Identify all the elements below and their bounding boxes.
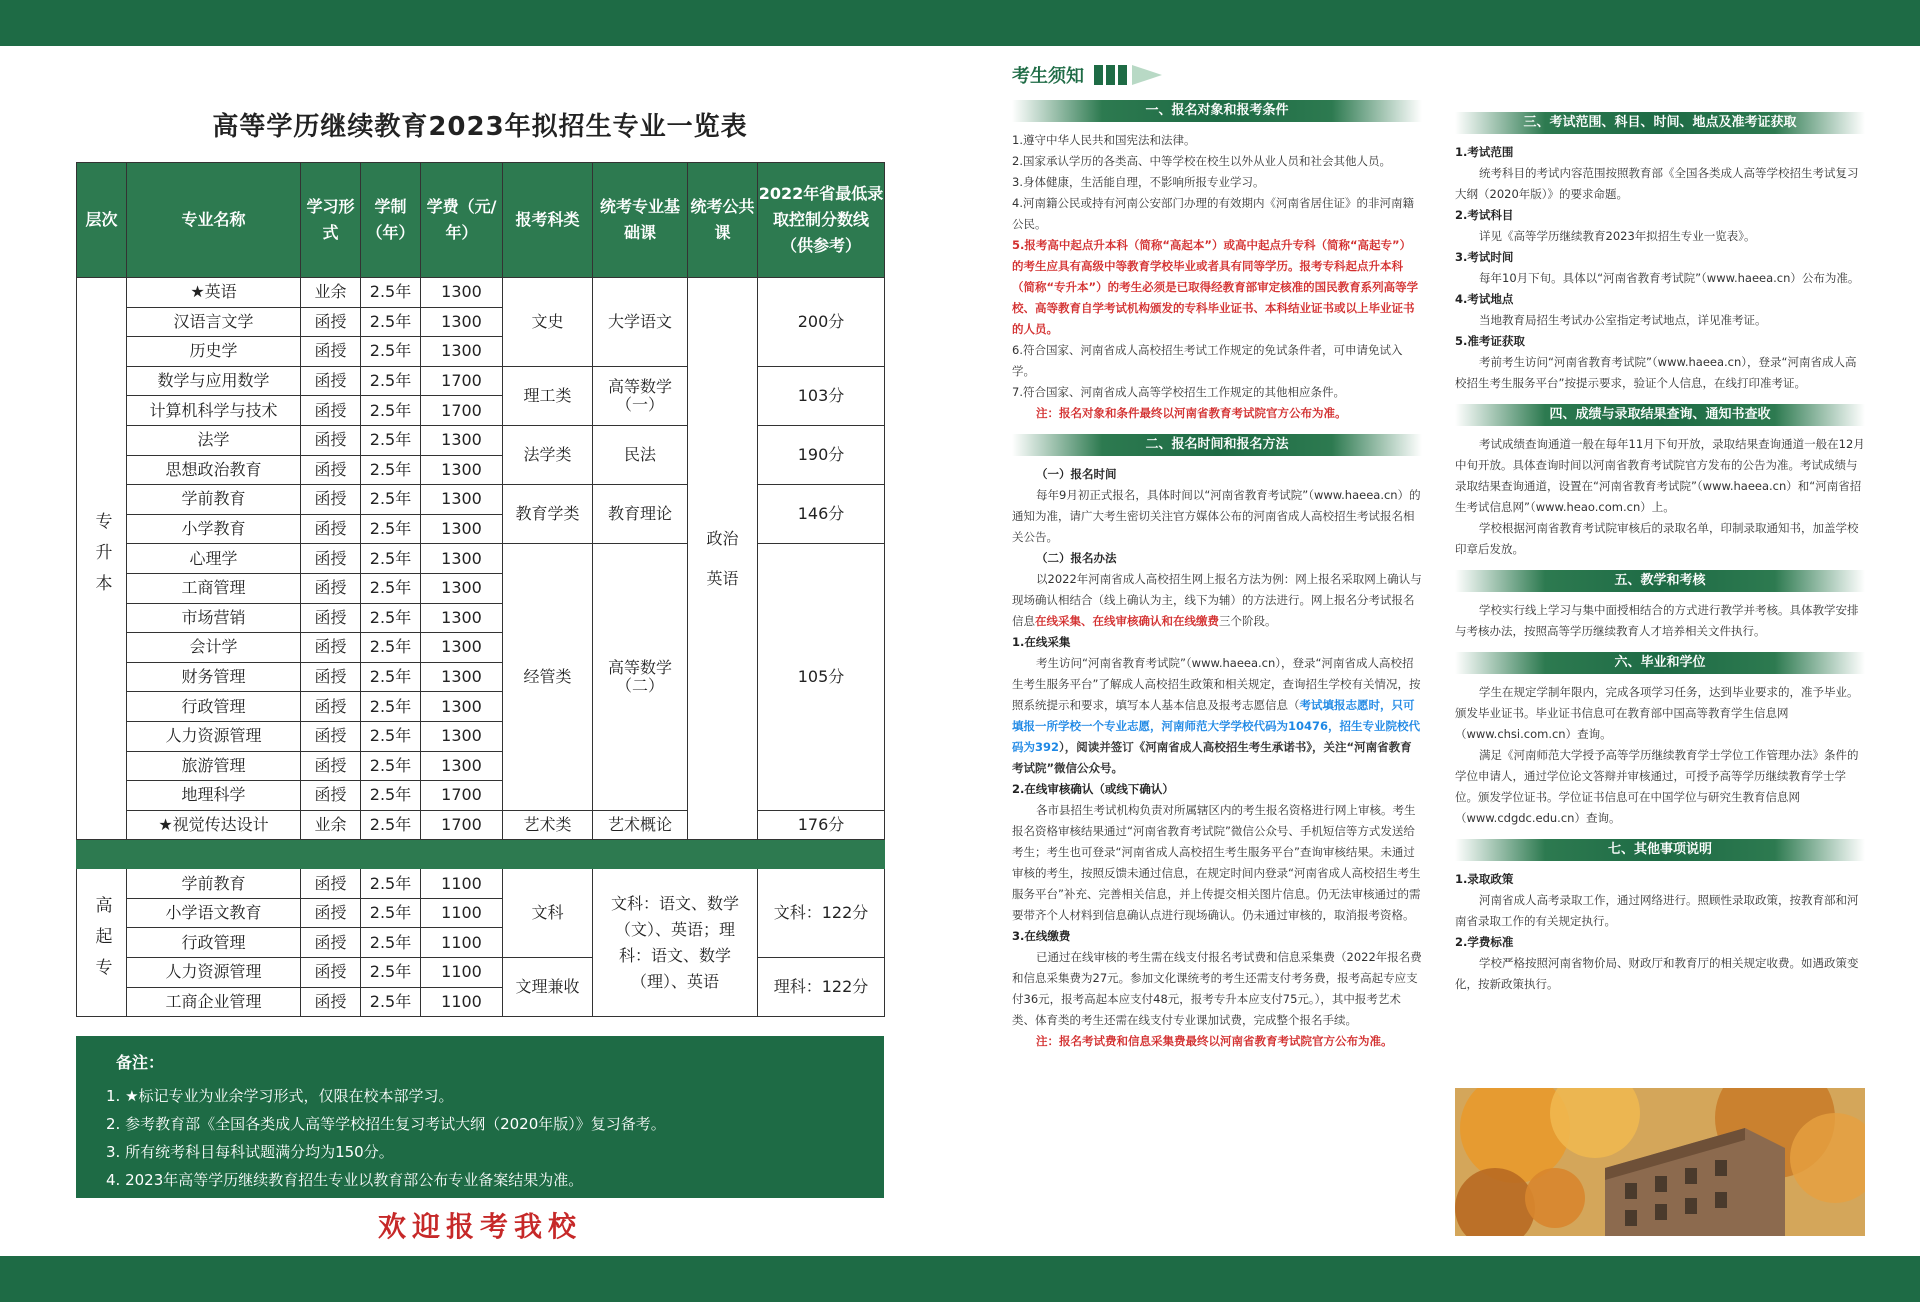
table-row xyxy=(77,485,885,515)
subheading: 1.考试范围 xyxy=(1455,145,1514,159)
major-cell: 思想政治教育 xyxy=(127,455,301,485)
fee-cell: 1300 xyxy=(421,573,503,603)
fee-cell: 1300 xyxy=(421,307,503,337)
fee-cell: 1300 xyxy=(421,337,503,367)
section-title: 二、报名时间和报名方法 xyxy=(1012,434,1422,456)
category-cell: 文科 xyxy=(503,869,593,958)
fee-cell: 1700 xyxy=(421,810,503,840)
score-cell: 理科：122分 xyxy=(758,958,885,1017)
table-row xyxy=(77,544,885,574)
mode-cell: 函授 xyxy=(301,692,361,722)
subheading: 2.在线审核确认（或线下确认） xyxy=(1012,782,1174,796)
years-cell: 2.5年 xyxy=(361,485,421,515)
fee-cell: 1100 xyxy=(421,958,503,988)
top-banner xyxy=(0,0,1920,46)
paragraph: 4.河南籍公民或持有河南公安部门办理的有效期内《河南省居住证》的非河南籍公民。 xyxy=(1012,196,1414,231)
fee-cell: 1300 xyxy=(421,692,503,722)
mode-cell: 函授 xyxy=(301,573,361,603)
mode-cell: 函授 xyxy=(301,425,361,455)
fee-cell: 1300 xyxy=(421,751,503,781)
mode-cell: 函授 xyxy=(301,958,361,988)
fee-cell: 1700 xyxy=(421,366,503,396)
mode-cell: 函授 xyxy=(301,455,361,485)
level-zsb: 专升本 xyxy=(91,512,112,606)
years-cell: 2.5年 xyxy=(361,337,421,367)
mode-cell: 函授 xyxy=(301,751,361,781)
major-cell: 工商管理 xyxy=(127,573,301,603)
mode-cell: 函授 xyxy=(301,337,361,367)
table-row xyxy=(77,425,885,455)
section-title: 三、考试范围、科目、时间、地点及准考证获取 xyxy=(1455,112,1865,134)
major-cell: 人力资源管理 xyxy=(127,958,301,988)
fee-cell: 1700 xyxy=(421,781,503,811)
paragraph: 1.遵守中华人民共和国宪法和法律。 xyxy=(1012,133,1196,147)
major-cell: ★视觉传达设计 xyxy=(127,810,301,840)
major-cell: 汉语言文学 xyxy=(127,307,301,337)
category-cell: 文史 xyxy=(503,278,593,367)
years-cell: 2.5年 xyxy=(361,721,421,751)
text-highlight: 考试填报志愿时，只可填报一所学校一个专业志愿，河南师范大学学校代码为10476，招生专业院校代码为392 xyxy=(1012,698,1421,754)
mode-cell: 函授 xyxy=(301,869,361,899)
years-cell: 2.5年 xyxy=(361,307,421,337)
subheading: 4.考试地点 xyxy=(1455,292,1514,306)
years-cell: 2.5年 xyxy=(361,928,421,958)
base-course-cell: 民法 xyxy=(593,425,688,484)
text-span: ），阅读并签订《河南省成人高校招生考生承诺书》，关注“河南省教育考试院”微信公众号。 xyxy=(1012,740,1412,775)
score-cell: 176分 xyxy=(758,810,885,840)
years-cell: 2.5年 xyxy=(361,455,421,485)
years-cell: 2.5年 xyxy=(361,662,421,692)
score-cell: 146分 xyxy=(758,485,885,544)
fee-cell: 1300 xyxy=(421,662,503,692)
score-cell: 190分 xyxy=(758,425,885,484)
major-cell: 小学语文教育 xyxy=(127,898,301,928)
fee-cell: 1300 xyxy=(421,485,503,515)
fee-cell: 1100 xyxy=(421,987,503,1017)
major-cell: 数学与应用数学 xyxy=(127,366,301,396)
years-cell: 2.5年 xyxy=(361,987,421,1017)
level-gqz: 高起专 xyxy=(91,896,112,990)
major-cell: 历史学 xyxy=(127,337,301,367)
years-cell: 2.5年 xyxy=(361,396,421,426)
mode-cell: 函授 xyxy=(301,662,361,692)
category-cell: 法学类 xyxy=(503,425,593,484)
years-cell: 2.5年 xyxy=(361,633,421,663)
table-row xyxy=(77,869,885,899)
note-item: 2. 参考教育部《全国各类成人高等学校招生复习考试大纲（2020年版）》复习备考。 xyxy=(106,1115,666,1133)
paragraph: 各市县招生考试机构负责对所属辖区内的考生报名资格进行网上审核。考生报名资格审核结果通过“河南省教育考试院”微信公众号、手机短信等方式发送给考生；考生也可登录“河南省成人高校招生考生服务平台”查询审核结果。未通过审核的考生，按照反馈未通过信息，在规定时间内登录“河南省成人高校招生考生服务平台”补充、完善相关信息，并上传提交相关图片信息。仍无法审核通过的需要带齐个人材料到信息确认点进行现场确认。仍未通过审核的，取消报考资格。 xyxy=(1012,803,1421,922)
major-cell: 工商企业管理 xyxy=(127,987,301,1017)
level-cell-zsb xyxy=(77,278,127,840)
paragraph: 考前考生访问“河南省教育考试院”（www.haeea.cn），登录“河南省成人高校招生考生服务平台”按提示要求，验证个人信息，在线打印准考证。 xyxy=(1455,355,1857,390)
note-item: 1. ★标记专业为业余学习形式，仅限在校本部学习。 xyxy=(106,1087,454,1105)
section-title: 六、毕业和学位 xyxy=(1455,652,1865,674)
paragraph: 满足《河南师范大学授予高等学历继续教育学士学位工作管理办法》条件的学位申请人，通过学位论文答辩并审核通过，可授予高等学历继续教育学士学位。颁发学位证书。学位证书信息可在中国学位与研究生教育信息网（www.cdgdc.edu.cn）查询。 xyxy=(1455,748,1859,825)
paragraph xyxy=(1012,653,1422,779)
major-cell: 会计学 xyxy=(127,633,301,663)
heading-block-icon xyxy=(1118,65,1127,85)
welcome-slogan: 欢迎报考我校 xyxy=(377,1210,582,1243)
category-cell: 教育学类 xyxy=(503,485,593,544)
fee-cell: 1300 xyxy=(421,278,503,308)
mode-cell: 函授 xyxy=(301,544,361,574)
major-cell: 人力资源管理 xyxy=(127,721,301,751)
header-fee: 学费（元/年） xyxy=(421,163,503,278)
subheading: 3.在线缴费 xyxy=(1012,929,1071,943)
mode-cell: 业余 xyxy=(301,810,361,840)
subheading: （二）报名办法 xyxy=(1036,551,1117,565)
paragraph: 河南省成人高考录取工作，通过网络进行。照顾性录取政策，按教育部和河南省录取工作的有关规定执行。 xyxy=(1455,893,1859,928)
header-score: 2022年省最低录取控制分数线（供参考） xyxy=(758,163,885,278)
fee-cell: 1700 xyxy=(421,396,503,426)
years-cell: 2.5年 xyxy=(361,514,421,544)
paragraph: 2.国家承认学历的各类高、中等学校在校生以外从业人员和社会其他人员。 xyxy=(1012,154,1391,168)
paragraph: 学校实行线上学习与集中面授相结合的方式进行教学并考核。具体教学安排与考核办法，按照高等学历继续教育人才培养相关文件执行。 xyxy=(1455,603,1859,638)
years-cell: 2.5年 xyxy=(361,810,421,840)
paragraph: 每年9月初正式报名，具体时间以“河南省教育考试院”（www.haeea.cn）的通知为准，请广大考生密切关注官方媒体公布的河南省成人高校招生考试报名相关公告。 xyxy=(1012,488,1421,544)
paragraph: 学校根据河南省教育考试院审核后的录取名单，印制录取通知书，加盖学校印章后发放。 xyxy=(1455,521,1859,556)
base-course-cell: 高等数学（一） xyxy=(593,366,688,425)
years-cell: 2.5年 xyxy=(361,425,421,455)
major-cell: 心理学 xyxy=(127,544,301,574)
mode-cell: 业余 xyxy=(301,278,361,308)
notice-column-left xyxy=(1012,100,1422,1052)
section-title: 一、报名对象和报考条件 xyxy=(1012,100,1422,122)
subheading: 2.学费标准 xyxy=(1455,935,1514,949)
heading-arrow-icon xyxy=(1132,65,1162,85)
paragraph: 学生在规定学制年限内，完成各项学习任务，达到毕业要求的，准予毕业。颁发毕业证书。毕业证书信息可在教育部中国高等教育学生信息网（www.chsi.com.cn）查询。 xyxy=(1455,685,1859,741)
note-item: 4. 2023年高等学历继续教育招生专业以教育部公布专业备案结果为准。 xyxy=(106,1171,584,1189)
majors-table-container xyxy=(76,162,884,1017)
public-course-1: 政治 xyxy=(706,528,739,548)
heading-block-icon xyxy=(1094,65,1103,85)
paragraph xyxy=(1012,569,1422,632)
public-course-2: 英语 xyxy=(706,568,739,588)
level-cell-gqz xyxy=(77,869,127,1017)
paragraph: 已通过在线审核的考生需在线支付报名考试费和信息采集费（2022年报名费和信息采集费为27元。参加文化课统考的考生还需支付考务费，报考高起专应支付36元，报考高起本应支付48元，报考专升本应支付75元。），其中报考艺术类、体育类的考生还需在线支付专业课加试费，完成整个报名手续。 xyxy=(1012,950,1422,1027)
fee-cell: 1300 xyxy=(421,603,503,633)
years-cell: 2.5年 xyxy=(361,573,421,603)
category-cell: 经管类 xyxy=(503,544,593,810)
fee-cell: 1100 xyxy=(421,898,503,928)
table-separator-row xyxy=(77,840,885,869)
header-base-course: 统考专业基础课 xyxy=(593,163,688,278)
major-cell: 财务管理 xyxy=(127,662,301,692)
section-note: 注：报名对象和条件最终以河南省教育考试院官方公布为准。 xyxy=(1036,406,1347,420)
section-title: 四、成绩与录取结果查询、通知书查收 xyxy=(1455,404,1865,426)
table-row xyxy=(77,278,885,308)
header-years: 学制（年） xyxy=(361,163,421,278)
base-course-cell: 高等数学（二） xyxy=(593,544,688,810)
section-note: 注：报名考试费和信息采集费最终以河南省教育考试院官方公布为准。 xyxy=(1036,1034,1393,1048)
base-course-cell: 教育理论 xyxy=(593,485,688,544)
fee-cell: 1300 xyxy=(421,544,503,574)
text-span: 考生访问“河南省教育考试院”（www.haeea.cn），登录“河南省成人高校招生考生服务平台”了解成人高校招生政策和相关规定，查询招生学校有关情况，按照系统提示和要求，填写本人基本信息及报考志愿信息（ xyxy=(1012,656,1421,712)
fee-cell: 1300 xyxy=(421,633,503,663)
header-public-course: 统考公共课 xyxy=(688,163,758,278)
campus-photo xyxy=(1455,1088,1865,1236)
category-cell: 文理兼收 xyxy=(503,958,593,1017)
base-course-cell: 大学语文 xyxy=(593,278,688,367)
years-cell: 2.5年 xyxy=(361,366,421,396)
subheading: 3.考试时间 xyxy=(1455,250,1514,264)
paragraph: 当地教育局招生考试办公室指定考试地点，详见准考证。 xyxy=(1479,313,1767,327)
notice-heading xyxy=(1012,62,1162,88)
mode-cell: 函授 xyxy=(301,514,361,544)
paragraph: 详见《高等学历继续教育2023年拟招生专业一览表》。 xyxy=(1479,229,1756,243)
subheading: （一）报名时间 xyxy=(1036,467,1117,481)
paragraph: 3.身体健康，生活能自理，不影响所报专业学习。 xyxy=(1012,175,1265,189)
public-course-cell xyxy=(688,278,758,840)
years-cell: 2.5年 xyxy=(361,603,421,633)
fee-cell: 1300 xyxy=(421,514,503,544)
fee-cell: 1300 xyxy=(421,425,503,455)
note-item: 3. 所有统考科目每科试题满分均为150分。 xyxy=(106,1143,394,1161)
bottom-banner xyxy=(0,1256,1920,1302)
mode-cell: 函授 xyxy=(301,898,361,928)
major-cell: 计算机科学与技术 xyxy=(127,396,301,426)
paragraph-highlight: 5.报考高中起点升本科（简称“高起本”）或高中起点升专科（简称“高起专”）的考生应具有高级中等教育学校毕业或者具有同等学历。报考专科起点升本科（简称“专升本”）的考生必须是已取得经教育部审定核准的国民教育系列高等学校、高等教育自学考试机构颁发的专科毕业证书、本科结业证书或以上毕业证书的人员。 xyxy=(1012,238,1419,336)
mode-cell: 函授 xyxy=(301,781,361,811)
section-title: 七、其他事项说明 xyxy=(1455,839,1865,861)
notes-title: 备注： xyxy=(116,1053,165,1072)
table-row xyxy=(77,366,885,396)
mode-cell: 函授 xyxy=(301,603,361,633)
fee-cell: 1300 xyxy=(421,721,503,751)
fee-cell: 1100 xyxy=(421,928,503,958)
major-cell: 地理科学 xyxy=(127,781,301,811)
header-major: 专业名称 xyxy=(127,163,301,278)
mode-cell: 函授 xyxy=(301,307,361,337)
years-cell: 2.5年 xyxy=(361,958,421,988)
years-cell: 2.5年 xyxy=(361,781,421,811)
mode-cell: 函授 xyxy=(301,721,361,751)
paragraph: 统考科目的考试内容范围按照教育部《全国各类成人高等学校招生考试复习大纲（2020年版）》的要求命题。 xyxy=(1455,166,1859,201)
major-cell: 旅游管理 xyxy=(127,751,301,781)
mode-cell: 函授 xyxy=(301,928,361,958)
years-cell: 2.5年 xyxy=(361,898,421,928)
major-cell: 学前教育 xyxy=(127,869,301,899)
category-cell: 理工类 xyxy=(503,366,593,425)
majors-table xyxy=(76,162,885,1017)
text-span: 以2022年河南省成人高校招生网上报名方法为例：网上报名采取网上确认与现场确认相结合（线上确认为主，线下为辅）的方法进行。网上报名分考试报名信息 xyxy=(1012,572,1422,628)
major-cell: 法学 xyxy=(127,425,301,455)
header-mode: 学习形式 xyxy=(301,163,361,278)
years-cell: 2.5年 xyxy=(361,544,421,574)
separator-cell xyxy=(77,840,885,869)
notes-box xyxy=(76,1036,884,1198)
notice-heading-text: 考生须知 xyxy=(1012,66,1084,87)
gqz-courses-cell: 文科：语文、数学（文）、英语；理科：语文、数学（理）、英语 xyxy=(593,869,758,1017)
notice-column-right xyxy=(1455,112,1865,995)
score-cell: 200分 xyxy=(758,278,885,367)
fee-cell: 1300 xyxy=(421,455,503,485)
major-cell: 小学教育 xyxy=(127,514,301,544)
paragraph: 每年10月下旬。具体以“河南省教育考试院”（www.haeea.cn）公布为准。 xyxy=(1479,271,1860,285)
campus-photo-illustration xyxy=(1455,1088,1865,1236)
years-cell: 2.5年 xyxy=(361,751,421,781)
major-cell: ★英语 xyxy=(127,278,301,308)
score-cell: 文科：122分 xyxy=(758,869,885,958)
subheading: 5.准考证获取 xyxy=(1455,334,1525,348)
score-cell: 105分 xyxy=(758,544,885,810)
mode-cell: 函授 xyxy=(301,987,361,1017)
mode-cell: 函授 xyxy=(301,366,361,396)
mode-cell: 函授 xyxy=(301,633,361,663)
text-highlight: 在线采集、在线审核确认和在线缴费 xyxy=(1035,614,1219,628)
header-category: 报考科类 xyxy=(503,163,593,278)
section-title: 五、教学和考核 xyxy=(1455,570,1865,592)
table-row xyxy=(77,810,885,840)
table-header-row xyxy=(77,163,885,278)
years-cell: 2.5年 xyxy=(361,869,421,899)
subheading: 2.考试科目 xyxy=(1455,208,1514,222)
mode-cell: 函授 xyxy=(301,396,361,426)
page-title: 高等学历继续教育2023年拟招生专业一览表 xyxy=(212,112,748,142)
paragraph: 6.符合国家、河南省成人高校招生考试工作规定的免试条件者，可申请免试入学。 xyxy=(1012,343,1403,378)
paragraph: 学校严格按照河南省物价局、财政厅和教育厅的相关规定收费。如遇政策变化，按新政策执行。 xyxy=(1455,956,1859,991)
major-cell: 行政管理 xyxy=(127,692,301,722)
score-cell: 103分 xyxy=(758,366,885,425)
text-span: 三个阶段。 xyxy=(1219,614,1277,628)
fee-cell: 1100 xyxy=(421,869,503,899)
header-level: 层次 xyxy=(77,163,127,278)
major-cell: 市场营销 xyxy=(127,603,301,633)
major-cell: 学前教育 xyxy=(127,485,301,515)
base-course-cell: 艺术概论 xyxy=(593,810,688,840)
years-cell: 2.5年 xyxy=(361,692,421,722)
paragraph: 考试成绩查询通道一般在每年11月下旬开放，录取结果查询通道一般在12月中旬开放。具体查询时间以河南省教育考试院官方发布的公告为准。考试成绩与录取结果查询通道，设置在“河南省教育考试院”（www.haeea.cn）和“河南省招生考试信息网”（www.heao.com.cn）上。 xyxy=(1455,437,1865,514)
heading-block-icon xyxy=(1106,65,1115,85)
table-row xyxy=(77,958,885,988)
major-cell: 行政管理 xyxy=(127,928,301,958)
paragraph: 7.符合国家、河南省成人高等学校招生工作规定的其他相应条件。 xyxy=(1012,385,1345,399)
subheading: 1.录取政策 xyxy=(1455,872,1514,886)
mode-cell: 函授 xyxy=(301,485,361,515)
years-cell: 2.5年 xyxy=(361,278,421,308)
category-cell: 艺术类 xyxy=(503,810,593,840)
subheading: 1.在线采集 xyxy=(1012,635,1071,649)
